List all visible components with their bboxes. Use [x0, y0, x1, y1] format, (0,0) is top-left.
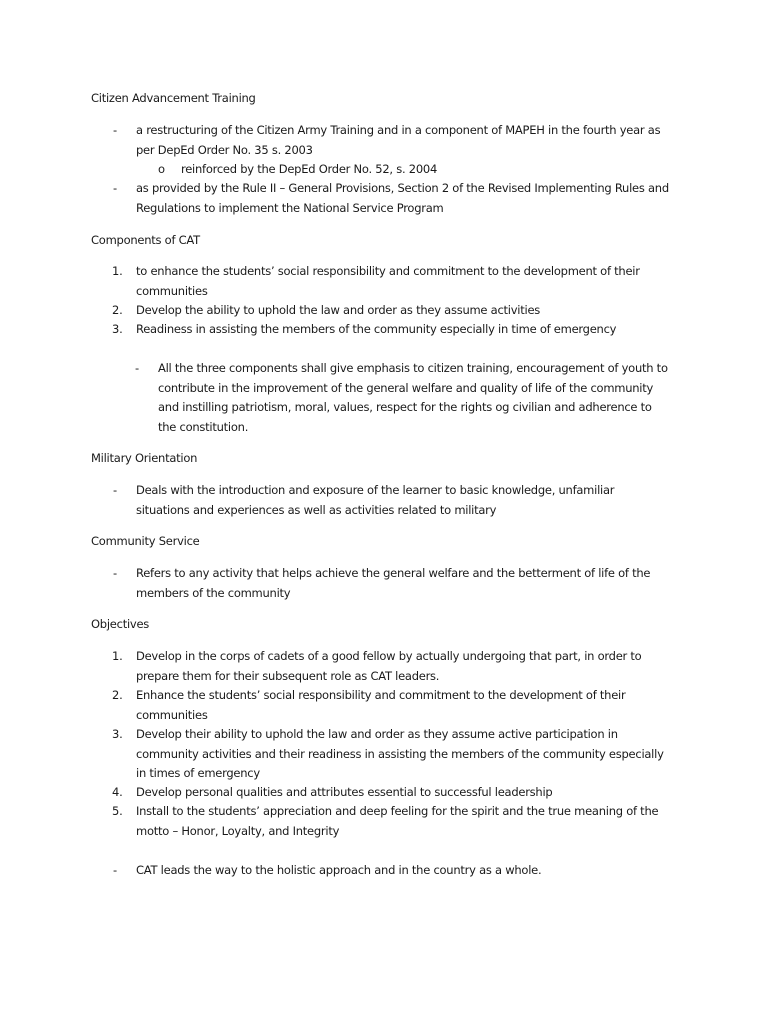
number-marker: 3. — [112, 322, 123, 336]
item-text: Install to the students’ appreciation and deep feeling for the spirit and the true meaning of the — [136, 804, 659, 818]
item-text: per DepEd Order No. 35 s. 2003 — [136, 142, 313, 157]
item-text: Develop in the corps of cadets of a good fellow by actually undergoing that part, in order to — [136, 649, 642, 663]
circle-marker: o — [158, 162, 165, 176]
item-text: communities — [136, 283, 208, 298]
bullet-item — [113, 481, 696, 520]
item-text: situations and experiences as well as activities related to military — [136, 502, 497, 517]
numbered-item — [112, 647, 696, 686]
number-marker: 2. — [112, 688, 123, 702]
dash-marker: - — [135, 361, 139, 375]
item-text: the constitution. — [158, 419, 249, 434]
item-text: All the three components shall give emphasis to citizen training, encouragement of youth to — [158, 361, 668, 375]
number-marker: 2. — [112, 303, 123, 317]
number-marker: 3. — [112, 727, 123, 741]
numbered-item — [112, 802, 696, 841]
bullet-item — [113, 564, 696, 603]
number-marker: 5. — [112, 804, 123, 818]
numbered-item — [112, 301, 696, 321]
item-text: Develop their ability to uphold the law and order as they assume active participation in — [136, 727, 618, 741]
item-text: reinforced by the DepEd Order No. 52, s. 2004 — [181, 162, 438, 176]
item-text: a restructuring of the Citizen Army Training and in a component of MAPEH in the fourth year as — [136, 123, 661, 137]
item-text: to enhance the students’ social responsibility and commitment to the development of their — [136, 264, 640, 278]
dash-marker: - — [113, 863, 117, 877]
bullet-item — [113, 121, 696, 160]
dash-marker: - — [113, 483, 117, 497]
item-text: Develop the ability to uphold the law and order as they assume activities — [136, 303, 541, 317]
numbered-item — [112, 320, 696, 340]
item-text: CAT leads the way to the holistic approach and in the country as a whole. — [136, 863, 542, 877]
item-text: contribute in the improvement of the general welfare and quality of life of the community — [158, 380, 654, 395]
numbered-item — [112, 725, 696, 784]
item-text: Regulations to implement the National Service Program — [136, 200, 444, 215]
item-text: as provided by the Rule II – General Provisions, Section 2 of the Revised Implementing Rules and — [136, 181, 669, 195]
item-text: Refers to any activity that helps achieve the general welfare and the betterment of life of the — [136, 566, 651, 580]
number-marker: 1. — [112, 649, 123, 663]
section-heading: Components of CAT — [91, 233, 200, 247]
numbered-item — [112, 262, 696, 301]
item-text: and instilling patriotism, moral, values, respect for the rights og civilian and adherence to — [158, 400, 652, 414]
dash-marker: - — [113, 181, 117, 195]
item-text: community activities and their readiness in assisting the members of the community especially — [136, 746, 664, 761]
item-text: Readiness in assisting the members of the community especially in time of emergency — [136, 322, 617, 336]
numbered-item — [112, 686, 696, 725]
bullet-item — [113, 861, 696, 881]
item-text: Develop personal qualities and attributes essential to successful leadership — [136, 785, 553, 799]
sub-bullet-item — [158, 160, 438, 180]
item-text: motto – Honor, Loyalty, and Integrity — [136, 823, 340, 838]
item-text: communities — [136, 707, 208, 722]
section-heading: Objectives — [91, 617, 150, 631]
item-text: Deals with the introduction and exposure of the learner to basic knowledge, unfamiliar — [136, 483, 615, 497]
section-heading: Military Orientation — [91, 451, 198, 465]
dash-marker: - — [113, 123, 117, 137]
bullet-item — [113, 179, 696, 218]
item-text: prepare them for their subsequent role as CAT leaders. — [136, 668, 440, 683]
number-marker: 4. — [112, 785, 123, 799]
item-text: members of the community — [136, 585, 291, 600]
section-heading: Citizen Advancement Training — [91, 91, 256, 105]
number-marker: 1. — [112, 264, 123, 278]
dash-marker: - — [113, 566, 117, 580]
item-text: in times of emergency — [136, 766, 260, 780]
section-heading: Community Service — [91, 534, 200, 548]
numbered-item — [112, 783, 696, 803]
note-bullet-item — [135, 359, 668, 437]
item-text: Enhance the students’ social responsibility and commitment to the development of their — [136, 688, 626, 702]
